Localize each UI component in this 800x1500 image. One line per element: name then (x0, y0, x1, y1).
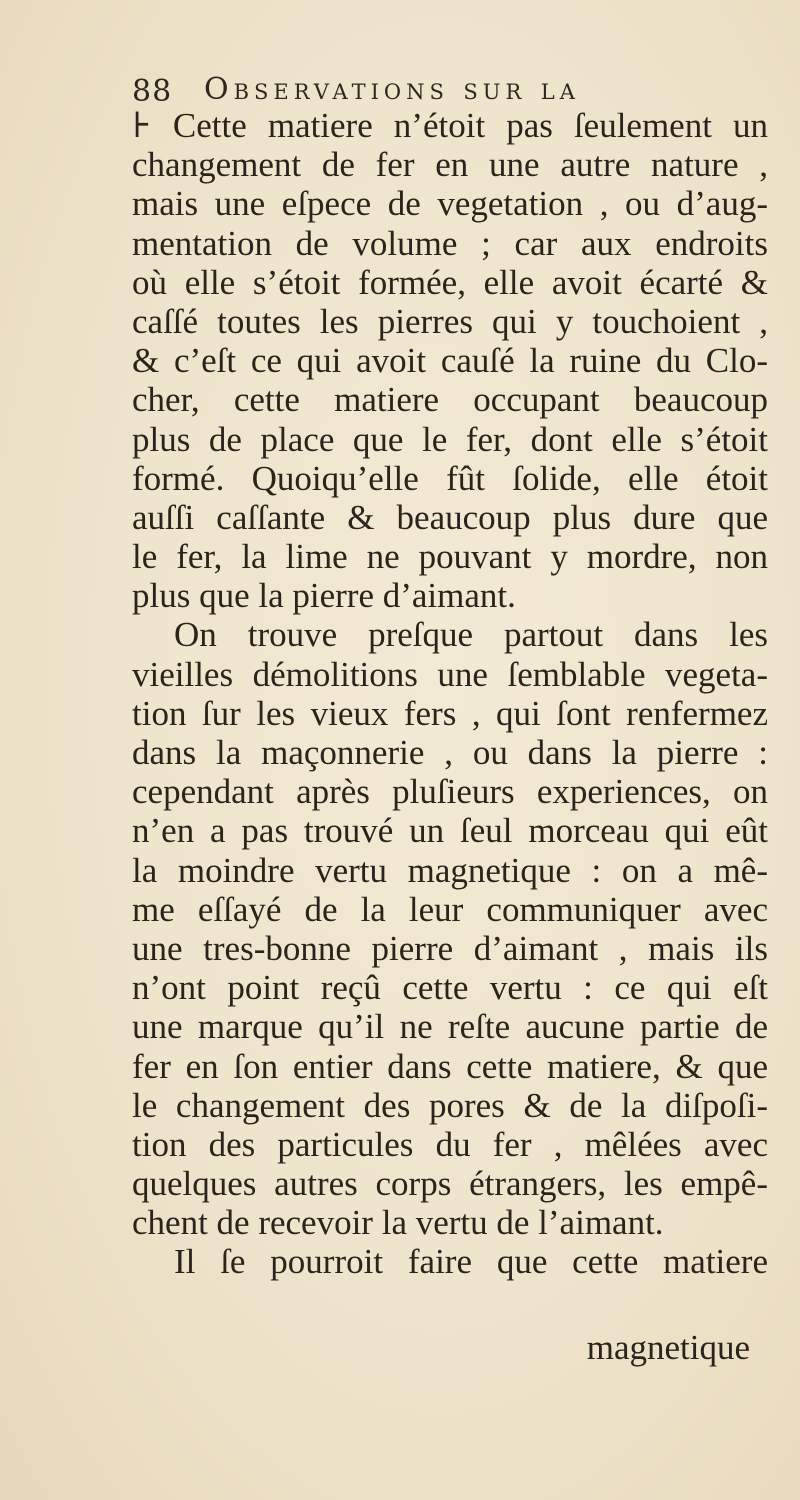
text-line: n’en a pas trouvé un ſeul morceau qui eût (132, 811, 768, 851)
page-number: 88 (132, 74, 173, 109)
text-line: cher, cette matiere occupant beaucoup (132, 380, 768, 420)
text-line: cependant après pluſieurs experiences, on (132, 772, 768, 812)
text-line: Il ſe pourroit faire que cette matiere (174, 1242, 768, 1282)
text-line: où elle s’étoit formée, elle avoit écarté & (132, 262, 768, 302)
text-line: formé. Quoiqu’elle fût ſolide, elle étoit (132, 458, 768, 498)
text-line: le fer, la lime ne pouvant y mordre, non (132, 537, 768, 577)
text-line: n’ont point reçû cette vertu : ce qui eſt (132, 968, 768, 1008)
text-line: vieilles démolitions une ſemblable vegeta- (132, 654, 768, 694)
text-line: le changement des pores & de la diſpoſi- (132, 1085, 768, 1125)
text-line: caſſé toutes les pierres qui y touchoient , (132, 301, 768, 341)
text-line: tion des particules du fer , mêlées avec (132, 1124, 768, 1164)
text-line: ⊦ Cette matiere n’étoit pas ſeulement un (132, 106, 768, 145)
body-text (132, 106, 768, 1282)
text-line: plus que la pierre d’aimant. (132, 576, 516, 616)
text-line: tion ſur les vieux fers , qui ſont renfermez (132, 693, 768, 733)
text-line: fer en ſon entier dans cette matiere, & que (132, 1046, 768, 1086)
text-line: plus de place que le fer, dont elle s’étoit (132, 419, 768, 459)
text-line: me eſſayé de la leur communiquer avec (132, 889, 768, 929)
text-line: mentation de volume ; car aux endroits (132, 223, 768, 263)
catchword: magnetique (586, 1328, 750, 1367)
text-line: chent de recevoir la vertu de l’aimant. (132, 1203, 664, 1243)
text-line: On trouve preſque partout dans les (174, 615, 768, 655)
running-head-title: Observations sur la (204, 72, 580, 107)
text-line: la moindre vertu magnetique : on a mê- (132, 850, 768, 890)
text-line: une marque qu’il ne reſte aucune partie de (132, 1007, 768, 1047)
text-line: dans la maçonnerie , ou dans la pierre : (132, 733, 768, 772)
text-line: & c’eſt ce qui avoit cauſé la ruine du Clo- (132, 341, 768, 381)
text-line: changement de fer en une autre nature , (132, 145, 768, 185)
text-line: auſſi caſſante & beaucoup plus dure que (132, 497, 768, 537)
text-line: quelques autres corps étrangers, les empê- (132, 1164, 768, 1204)
text-line: une tres-bonne pierre d’aimant , mais ils (132, 928, 768, 968)
text-line: mais une eſpece de vegetation , ou d’aug- (132, 184, 768, 224)
